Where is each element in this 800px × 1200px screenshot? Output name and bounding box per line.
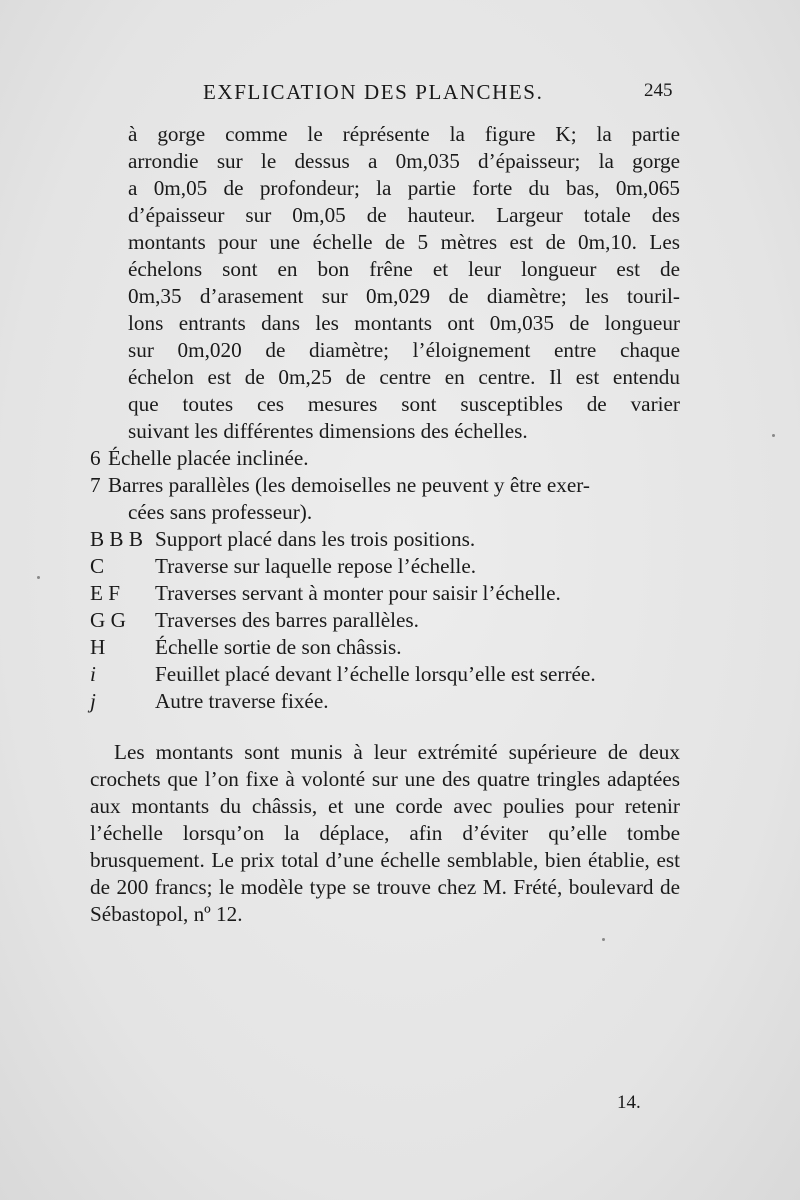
- legend-key: B B B: [90, 527, 143, 551]
- legend-text: Autre traverse fixée.: [155, 689, 329, 713]
- item-text-continuation: cées sans professeur).: [128, 500, 313, 524]
- text-line: 0m,35 d’arasement sur 0m,029 de diamètre; les touril-: [128, 284, 680, 308]
- legend-key: E F: [90, 581, 121, 605]
- text-line: à gorge comme le réprésente la figure K; la partie: [128, 122, 680, 146]
- item-text: Barres parallèles (les demoiselles ne peuvent y être exer-: [108, 473, 590, 497]
- item-number: 6: [90, 446, 101, 470]
- item-text: Échelle placée inclinée.: [108, 446, 309, 470]
- text-line: sur 0m,020 de diamètre; l’éloignement entre chaque: [128, 338, 680, 362]
- legend-text: Support placé dans les trois positions.: [155, 527, 476, 551]
- legend-key: C: [90, 554, 105, 578]
- legend-text: Traverses des barres parallèles.: [155, 608, 419, 632]
- legend-entry: [90, 526, 680, 553]
- legend-text: Échelle sortie de son châssis.: [155, 635, 402, 659]
- continuation-text: [90, 121, 680, 445]
- text-line: que toutes ces mesures sont susceptibles de varier: [128, 392, 680, 416]
- page-number: 245: [644, 80, 673, 101]
- legend-key: H: [90, 635, 106, 659]
- paper-speck: [602, 938, 605, 941]
- legend-key: G G: [90, 608, 126, 632]
- legend-entry: [90, 580, 680, 607]
- legend-text: Traverse sur laquelle repose l’échelle.: [155, 554, 477, 578]
- signature-mark: 14.: [617, 1092, 641, 1113]
- text-line: échelons sont en bon frêne et leur longueur est de: [128, 257, 680, 281]
- text-line: a 0m,05 de profondeur; la partie forte du bas, 0m,065: [128, 176, 680, 200]
- text-line: suivant les différentes dimensions des échelles.: [128, 419, 528, 443]
- legend-entry: [90, 661, 680, 688]
- paper-speck: [37, 576, 40, 579]
- text-line: d’épaisseur sur 0m,05 de hauteur. Largeur totale des: [128, 203, 680, 227]
- legend-key: j: [90, 689, 96, 713]
- legend-entry: [90, 553, 680, 580]
- paper-speck: [772, 434, 775, 437]
- text-line: arrondie sur le dessus a 0m,035 d’épaisseur; la gorge: [128, 149, 680, 173]
- legend-text: Traverses servant à monter pour saisir l’échelle.: [155, 581, 561, 605]
- plate-item-7: [90, 472, 680, 499]
- legend-text: Feuillet placé devant l’échelle lorsqu’elle est serrée.: [155, 662, 596, 686]
- legend-entry: [90, 607, 680, 634]
- legend-key: i: [90, 662, 96, 686]
- legend-list: [90, 526, 680, 715]
- page-body: [90, 121, 680, 949]
- plate-item-6: [90, 445, 680, 472]
- closing-paragraph: Les montants sont munis à leur extrémité supérieure de deux crochets que l’on fixe à volonté sur une des quatre tringles adaptées aux montants du châssis, et une corde avec poulies pour retenir l’échelle lorsqu’on la déplace, afin d’éviter qu’elle tombe brusquement. Le prix total d’une échelle semblable, bien établie, est de 200 francs; le modèle type se trouve chez M. Frété, boulevard de Sébastopol, nº 12.: [90, 740, 680, 926]
- running-head-title: EXFLICATION DES PLANCHES.: [203, 80, 544, 104]
- running-head: [0, 80, 800, 108]
- item-number: 7: [90, 473, 101, 497]
- legend-entry: [90, 634, 680, 661]
- text-line: lons entrants dans les montants ont 0m,035 de longueur: [128, 311, 680, 335]
- text-line: échelon est de 0m,25 de centre en centre. Il est entendu: [128, 365, 680, 389]
- text-line: montants pour une échelle de 5 mètres est de 0m,10. Les: [128, 230, 680, 254]
- legend-entry: [90, 688, 680, 715]
